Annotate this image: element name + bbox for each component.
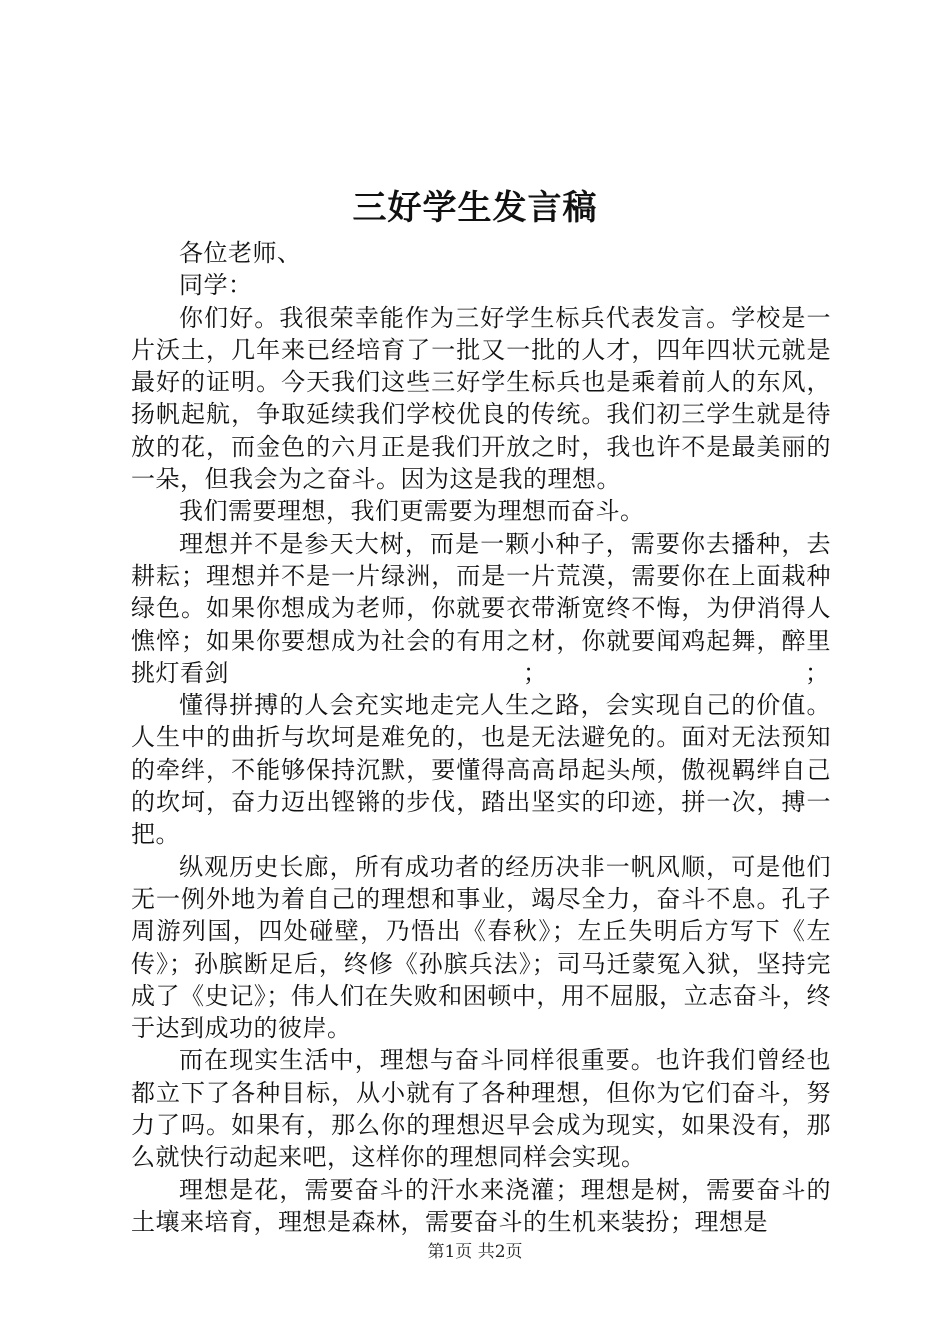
- paragraph-reality: 而在现实生活中，理想与奋斗同样很重要。也许我们曾经也都立下了各种目标，从小就有了各种理想，但你为它们奋斗，努力了吗。如果有，那么你的理想迟早会成为现实，如果没有，那么就快行动起来吧，这样你的理想同样会实现。: [131, 1046, 831, 1172]
- salutation-line-1: 各位老师、: [179, 239, 302, 267]
- page-number-footer: 第1页 共2页: [427, 1242, 523, 1262]
- document-title: 三好学生发言稿: [352, 188, 598, 228]
- paragraph-intro: 你们好。我很荣幸能作为三好学生标兵代表发言。学校是一片沃土，几年来已经培育了一批又一批的人才，四年四状元就是最好的证明。今天我们这些三好学生标兵也是乘着前人的东风，扬帆起航，争取延续我们学校优良的传统。我们初三学生就是待放的花，而金色的六月正是我们开放之时，我也许不是最美丽的一朵，但我会为之奋斗。因为这是我的理想。: [131, 303, 831, 494]
- document-body: [131, 237, 831, 1238]
- paragraph-history: 纵观历史长廊，所有成功者的经历决非一帆风顺，可是他们无一例外地为着自己的理想和事业，竭尽全力，奋斗不息。孔子周游列国，四处碰壁，乃悟出《春秋》；左丘失明后方写下《左传》；孙膑断足后，终修《孙膑兵法》；司马迁蒙冤入狱，坚持完成了《史记》；伟人们在失败和困顿中，用不屈服，立志奋斗，终于达到成功的彼岸。: [131, 852, 831, 1043]
- paragraph-ideal-seed: 理想并不是参天大树，而是一颗小种子，需要你去播种，去耕耘；理想并不是一片绿洲，而是一片荒漠，需要你在上面栽种绿色。如果你想成为老师，你就要衣带渐宽终不悔，为伊消得人憔悴；如果你要想成为社会的有用之材，你就要闻鸡起舞，醉里挑灯看剑 ； ；: [131, 529, 831, 687]
- paragraph-thesis: 我们需要理想，我们更需要为理想而奋斗。: [179, 497, 645, 526]
- paragraph-struggle: 懂得拼搏的人会充实地走完人生之路，会实现自己的价值。人生中的曲折与坎坷是难免的，也是无法避免的。面对无法预知的牵绊，不能够保持沉默，要懂得高高昂起头颅，傲视羁绊自己的坎坷，奋力迈出铿锵的步伐，踏出坚实的印迹，拼一次，搏一把。: [131, 691, 831, 849]
- salutation-line-2: 同学：: [179, 271, 253, 300]
- paragraph-metaphor: 理想是花，需要奋斗的汗水来浇灌；理想是树，需要奋斗的土壤来培育，理想是森林，需要奋斗的生机来装扮；理想是: [131, 1175, 831, 1236]
